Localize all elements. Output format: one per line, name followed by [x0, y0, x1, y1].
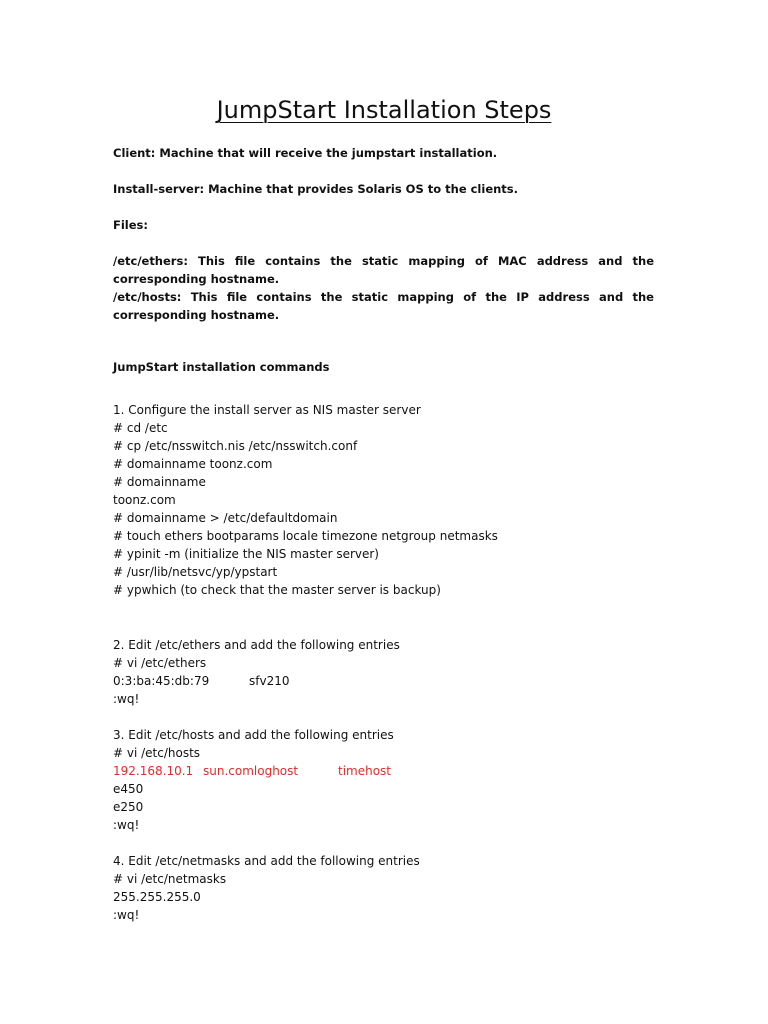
step1-line: # ypwhich (to check that the master server is backup)	[113, 583, 441, 597]
step3-heading: 3. Edit /etc/hosts and add the following entries	[113, 728, 394, 742]
step3-red-alias: timehost	[338, 764, 392, 778]
step1-line: # cp /etc/nsswitch.nis /etc/nsswitch.conf	[113, 439, 358, 453]
step1-line: # cd /etc	[113, 421, 168, 435]
install-server-definition: Install-server: Machine that provides Solaris OS to the clients.	[113, 182, 519, 196]
step1-line: toonz.com	[113, 493, 176, 507]
step1-heading: 1. Configure the install server as NIS master server	[113, 403, 421, 417]
step2-heading: 2. Edit /etc/ethers and add the following entries	[113, 638, 400, 652]
step3-line: e250	[113, 800, 144, 814]
step3-red-host: sun.comloghost	[203, 764, 299, 778]
step3-line: # vi /etc/hosts	[113, 746, 201, 760]
step4-line: 255.255.255.0	[113, 890, 201, 904]
step2-line: # vi /etc/ethers	[113, 656, 207, 670]
step1-line: # domainname toonz.com	[113, 457, 273, 471]
step1-line: # domainname > /etc/defaultdomain	[113, 511, 338, 525]
step3-line: :wq!	[113, 818, 140, 832]
hosts-description: /etc/hosts: This file contains the static mapping of the IP address and the corresponding hostname.	[113, 290, 654, 322]
step1-line: # /usr/lib/netsvc/yp/ypstart	[113, 565, 278, 579]
step1-line: # ypinit -m (initialize the NIS master server)	[113, 547, 379, 561]
step3-line: e450	[113, 782, 144, 796]
step2-line: :wq!	[113, 692, 140, 706]
ethers-description: /etc/ethers: This file contains the static mapping of MAC address and the corresponding hostname.	[113, 254, 654, 286]
step4-line: # vi /etc/netmasks	[113, 872, 227, 886]
commands-heading: JumpStart installation commands	[113, 360, 330, 374]
page-title: JumpStart Installation Steps	[216, 96, 552, 124]
step3-red-ip: 192.168.10.1	[113, 764, 194, 778]
client-definition: Client: Machine that will receive the jumpstart installation.	[113, 146, 498, 160]
step2-host-entry: sfv210	[249, 674, 290, 688]
step2-mac-entry: 0:3:ba:45:db:79	[113, 674, 210, 688]
step4-heading: 4. Edit /etc/netmasks and add the following entries	[113, 854, 420, 868]
step1-line: # domainname	[113, 475, 206, 489]
files-heading: Files:	[113, 218, 148, 232]
step1-line: # touch ethers bootparams locale timezone netgroup netmasks	[113, 529, 498, 543]
step4-line: :wq!	[113, 908, 140, 922]
